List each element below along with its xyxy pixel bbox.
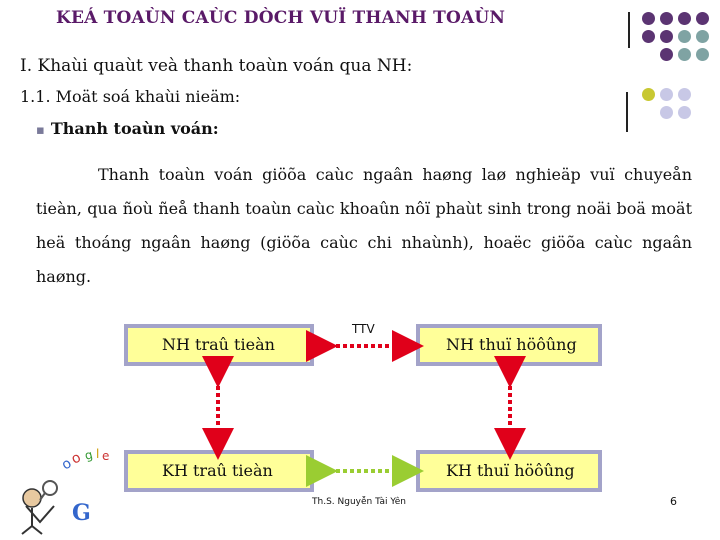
definition-paragraph: Thanh toaùn voán giöõa caùc ngaân haøng laø nghieäp vuï chuyeån tieàn, qua ñoù ñeå thanh toaùn caùc khoaûn nôï phaùt sinh trong noäi boä moät heä thoáng ngaân haøng (giöõa caùc chi nhaùnh), hoaëc giöõa caùc ngaân haøng. [36, 165, 692, 286]
bullet-icon: ▪ [36, 123, 45, 138]
svg-text:g: g [83, 447, 95, 463]
page-number: 6 [670, 495, 677, 508]
svg-text:e: e [102, 449, 110, 463]
svg-text:o: o [59, 455, 75, 474]
box-label: KH thuï höôûng [446, 461, 575, 480]
svg-text:l: l [96, 447, 100, 461]
footer-author: Th.S. Nguyễn Tài Yên [312, 497, 406, 507]
google-search-cartoon-icon [10, 440, 120, 535]
svg-text:G: G [72, 500, 91, 526]
box-label: NH thuï höôûng [446, 335, 577, 354]
box-label: NH traû tieàn [162, 335, 275, 354]
svg-text:o: o [68, 449, 84, 468]
slide-title: KEÁ TOAÙN CAÙC DÒCH VUÏ THANH TOAÙN [56, 8, 506, 28]
arrow-label: TTV [352, 322, 375, 336]
section-heading: I. Khaùi quaùt veà thanh toaùn voán qua NH: [20, 56, 413, 76]
box-label: KH traû tieàn [162, 461, 273, 480]
bullet-label: Thanh toaùn voán: [50, 119, 219, 138]
subsection-heading: 1.1. Moät soá khaùi nieäm: [20, 87, 241, 106]
